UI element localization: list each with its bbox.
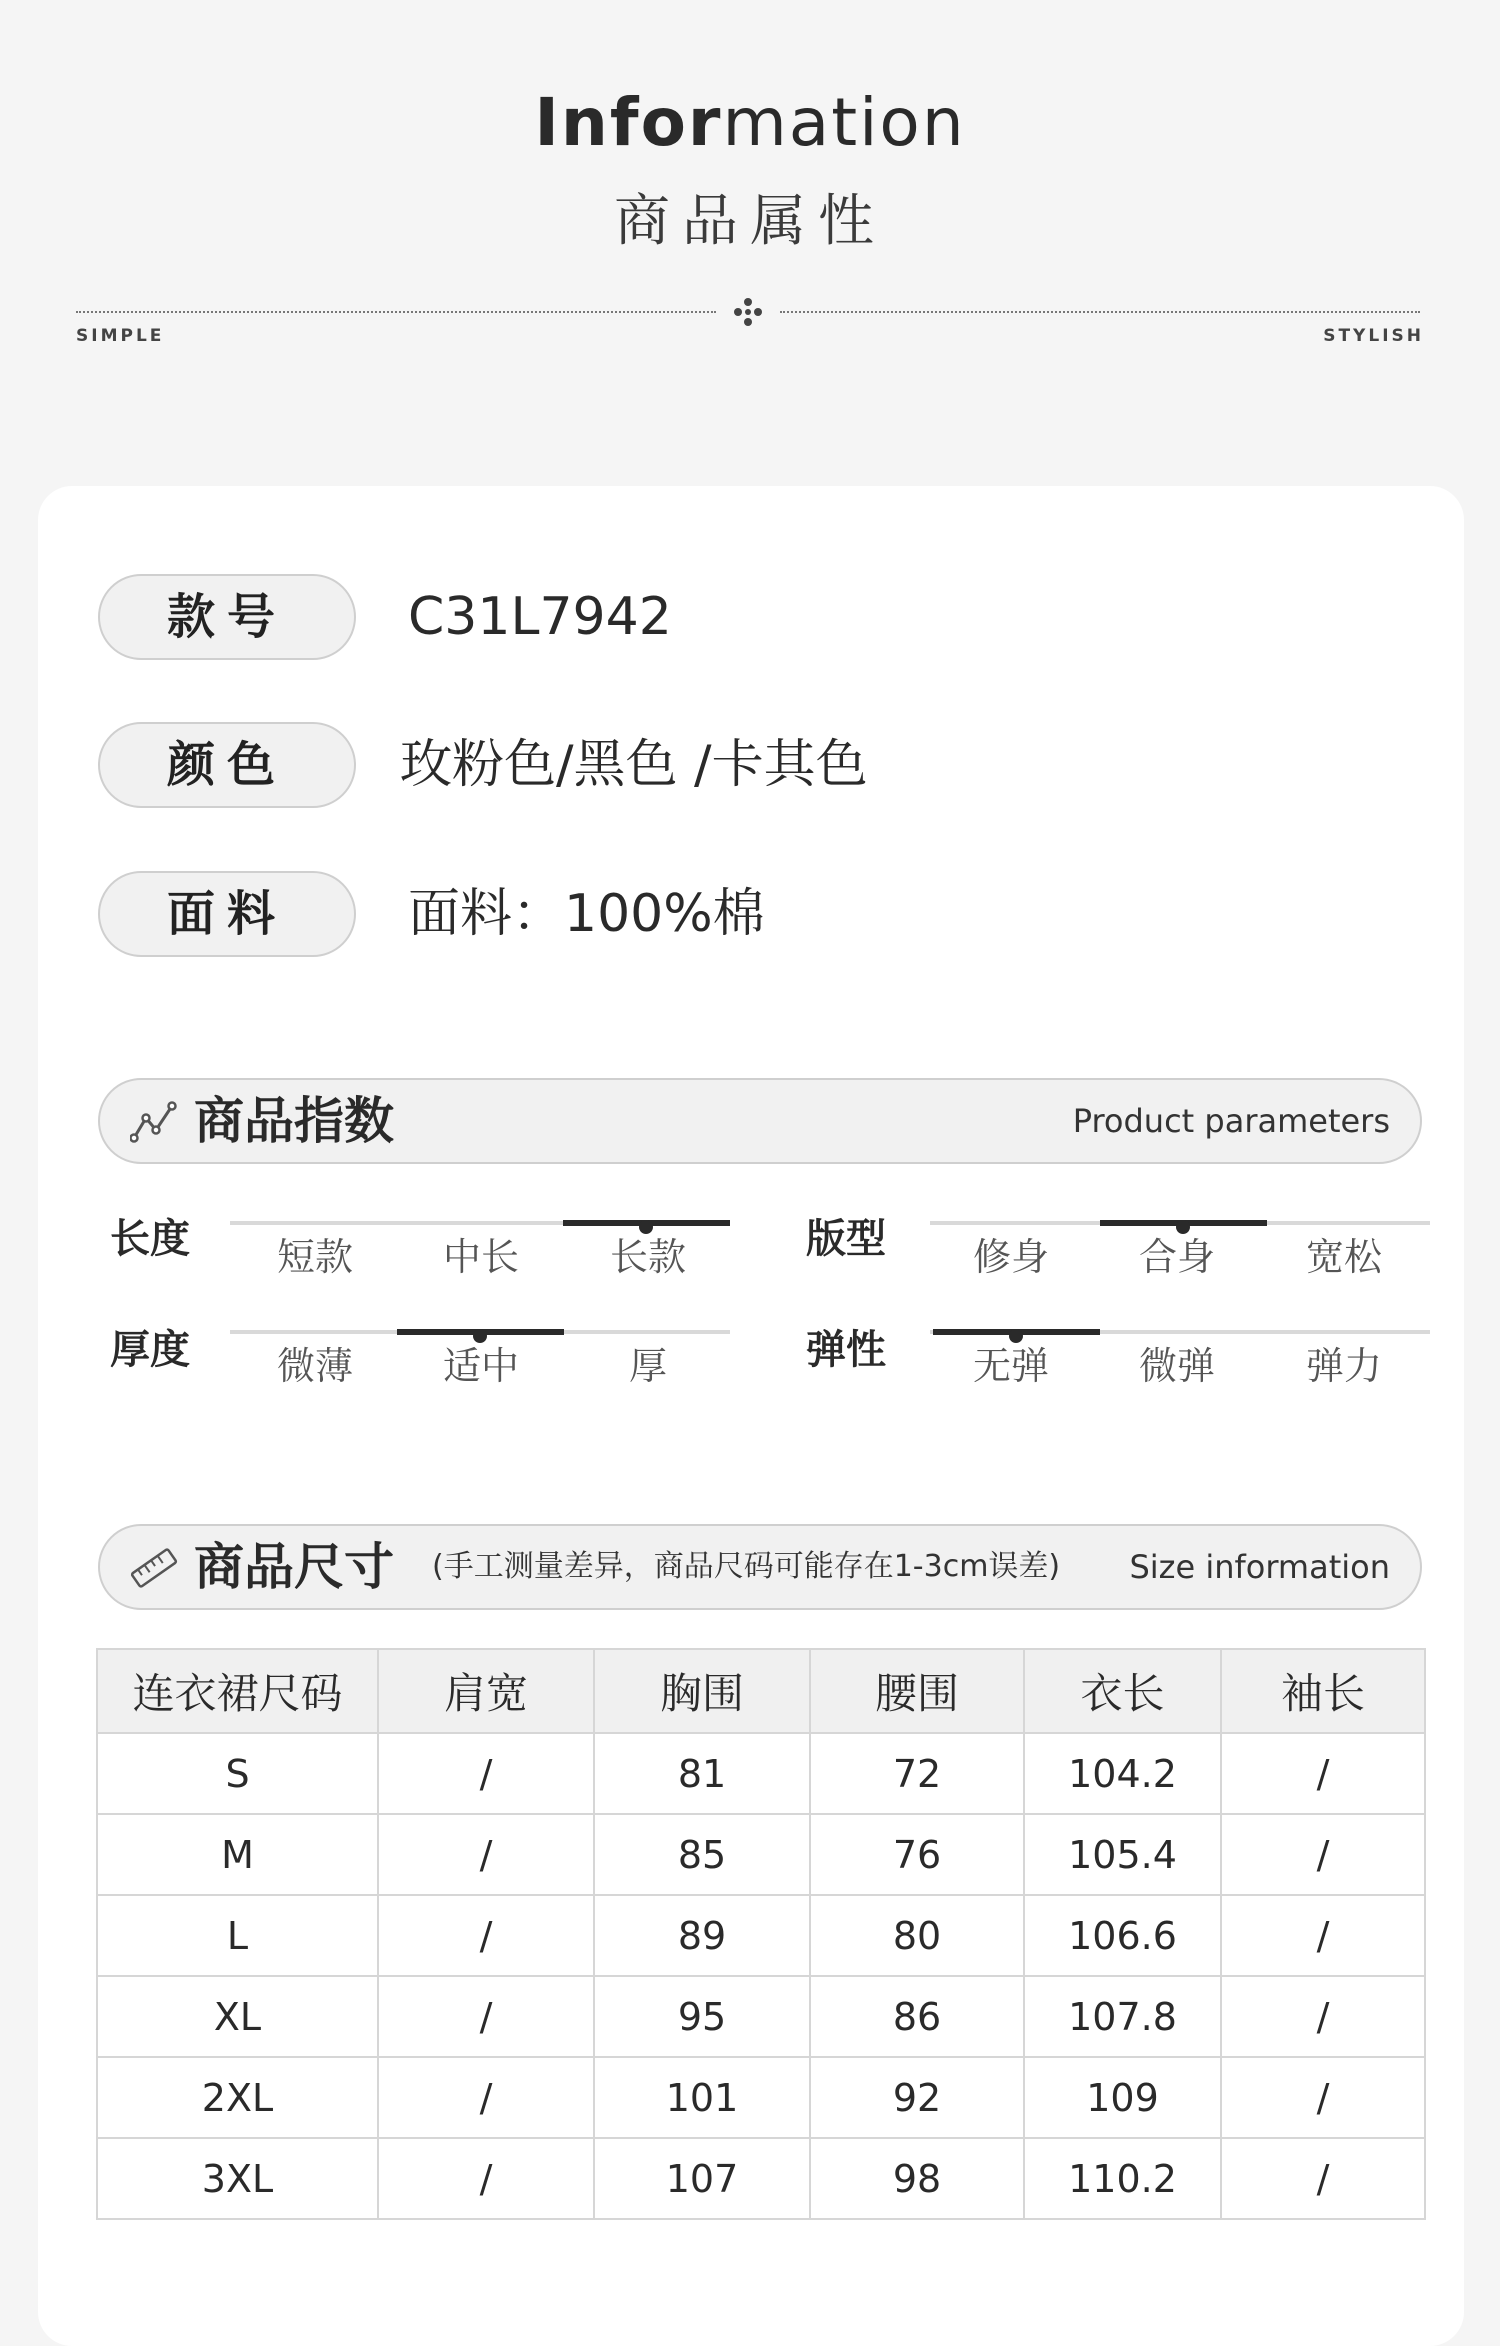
param-option: 厚 <box>628 1344 667 1388</box>
section-title: 商品指数 <box>194 1092 394 1150</box>
table-cell: 80 <box>810 1895 1024 1976</box>
table-row <box>97 1814 1425 1895</box>
table-cell: / <box>378 1895 594 1976</box>
param-option: 微薄 <box>276 1344 353 1388</box>
attribute-row-style-number <box>98 574 1298 660</box>
page-title <box>0 78 1500 168</box>
table-cell: 72 <box>810 1733 1024 1814</box>
param-label-thickness: 厚度 <box>110 1327 190 1373</box>
table-row <box>97 2057 1425 2138</box>
tag-simple: SIMPLE <box>76 326 165 346</box>
table-cell: / <box>378 2057 594 2138</box>
attribute-value: 面料：100%棉 <box>408 884 765 944</box>
table-cell: 3XL <box>97 2138 378 2219</box>
divider-right <box>780 311 1420 313</box>
param-option: 无弹 <box>972 1344 1049 1388</box>
table-cell: XL <box>97 1976 378 2057</box>
param-option: 短款 <box>276 1235 353 1279</box>
title-bold-part: Infor <box>534 84 723 161</box>
table-cell: 107.8 <box>1024 1976 1221 2057</box>
table-cell: 95 <box>594 1976 810 2057</box>
product-parameters-bar <box>98 1078 1422 1164</box>
size-information-bar <box>98 1524 1422 1610</box>
param-option: 长款 <box>609 1235 686 1279</box>
table-cell: / <box>378 1976 594 2057</box>
attribute-label-pill: 颜色 <box>98 722 356 808</box>
param-track-length <box>230 1221 730 1225</box>
table-cell: / <box>1221 1733 1425 1814</box>
table-cell: / <box>1221 1814 1425 1895</box>
param-label-fit: 版型 <box>806 1216 886 1262</box>
table-cell: / <box>378 1733 594 1814</box>
param-option: 微弹 <box>1138 1344 1215 1388</box>
param-track-elasticity <box>930 1330 1430 1334</box>
table-cell: / <box>1221 2138 1425 2219</box>
column-header: 腰围 <box>810 1649 1024 1733</box>
table-cell: L <box>97 1895 378 1976</box>
param-option: 弹力 <box>1305 1344 1382 1388</box>
table-cell: M <box>97 1814 378 1895</box>
attribute-row-fabric <box>98 871 1298 957</box>
param-option: 中长 <box>442 1235 519 1279</box>
attribute-label-pill: 款号 <box>98 574 356 660</box>
divider-left <box>76 311 716 313</box>
column-header: 连衣裙尺码 <box>97 1649 378 1733</box>
cross-ornament-icon <box>732 296 764 328</box>
param-option: 宽松 <box>1305 1235 1382 1279</box>
table-cell: 92 <box>810 2057 1024 2138</box>
attribute-value: C31L7942 <box>408 587 672 647</box>
tag-stylish: STYLISH <box>1323 326 1424 346</box>
table-cell: 107 <box>594 2138 810 2219</box>
size-table <box>96 1648 1426 2220</box>
section-english-title: Size information <box>1129 1548 1390 1586</box>
table-cell: 85 <box>594 1814 810 1895</box>
param-label-length: 长度 <box>110 1216 190 1262</box>
param-track-fit <box>930 1221 1430 1225</box>
table-row <box>97 1895 1425 1976</box>
section-title: 商品尺寸 <box>194 1538 394 1596</box>
table-cell: 98 <box>810 2138 1024 2219</box>
table-cell: / <box>378 1814 594 1895</box>
attribute-value: 玫粉色/黑色 /卡其色 <box>400 735 868 795</box>
section-note: (手工测量差异，商品尺码可能存在1-3cm误差) <box>432 1549 1061 1584</box>
column-header: 衣长 <box>1024 1649 1221 1733</box>
table-row <box>97 1733 1425 1814</box>
table-cell: 109 <box>1024 2057 1221 2138</box>
param-label-elasticity: 弹性 <box>806 1327 886 1373</box>
title-light-part: mation <box>722 84 966 161</box>
table-header-row <box>97 1649 1425 1733</box>
table-cell: 89 <box>594 1895 810 1976</box>
table-cell: 86 <box>810 1976 1024 2057</box>
column-header: 胸围 <box>594 1649 810 1733</box>
table-cell: / <box>1221 1976 1425 2057</box>
param-option: 合身 <box>1138 1235 1215 1279</box>
section-english-title: Product parameters <box>1072 1102 1390 1140</box>
table-cell: 110.2 <box>1024 2138 1221 2219</box>
trend-line-icon <box>130 1100 178 1144</box>
table-row <box>97 2138 1425 2219</box>
param-option: 修身 <box>972 1235 1049 1279</box>
table-row <box>97 1976 1425 2057</box>
table-cell: / <box>378 2138 594 2219</box>
table-cell: 105.4 <box>1024 1814 1221 1895</box>
table-cell: / <box>1221 2057 1425 2138</box>
param-option: 适中 <box>442 1344 519 1388</box>
ruler-icon <box>130 1546 178 1590</box>
table-cell: / <box>1221 1895 1425 1976</box>
table-cell: 2XL <box>97 2057 378 2138</box>
table-cell: 101 <box>594 2057 810 2138</box>
column-header: 肩宽 <box>378 1649 594 1733</box>
page-subtitle: 商品属性 <box>614 189 886 254</box>
table-cell: 76 <box>810 1814 1024 1895</box>
table-cell: S <box>97 1733 378 1814</box>
table-cell: 81 <box>594 1733 810 1814</box>
attribute-label-pill: 面料 <box>98 871 356 957</box>
attribute-row-color <box>98 722 1298 808</box>
column-header: 袖长 <box>1221 1649 1425 1733</box>
table-cell: 104.2 <box>1024 1733 1221 1814</box>
param-track-thickness <box>230 1330 730 1334</box>
table-cell: 106.6 <box>1024 1895 1221 1976</box>
